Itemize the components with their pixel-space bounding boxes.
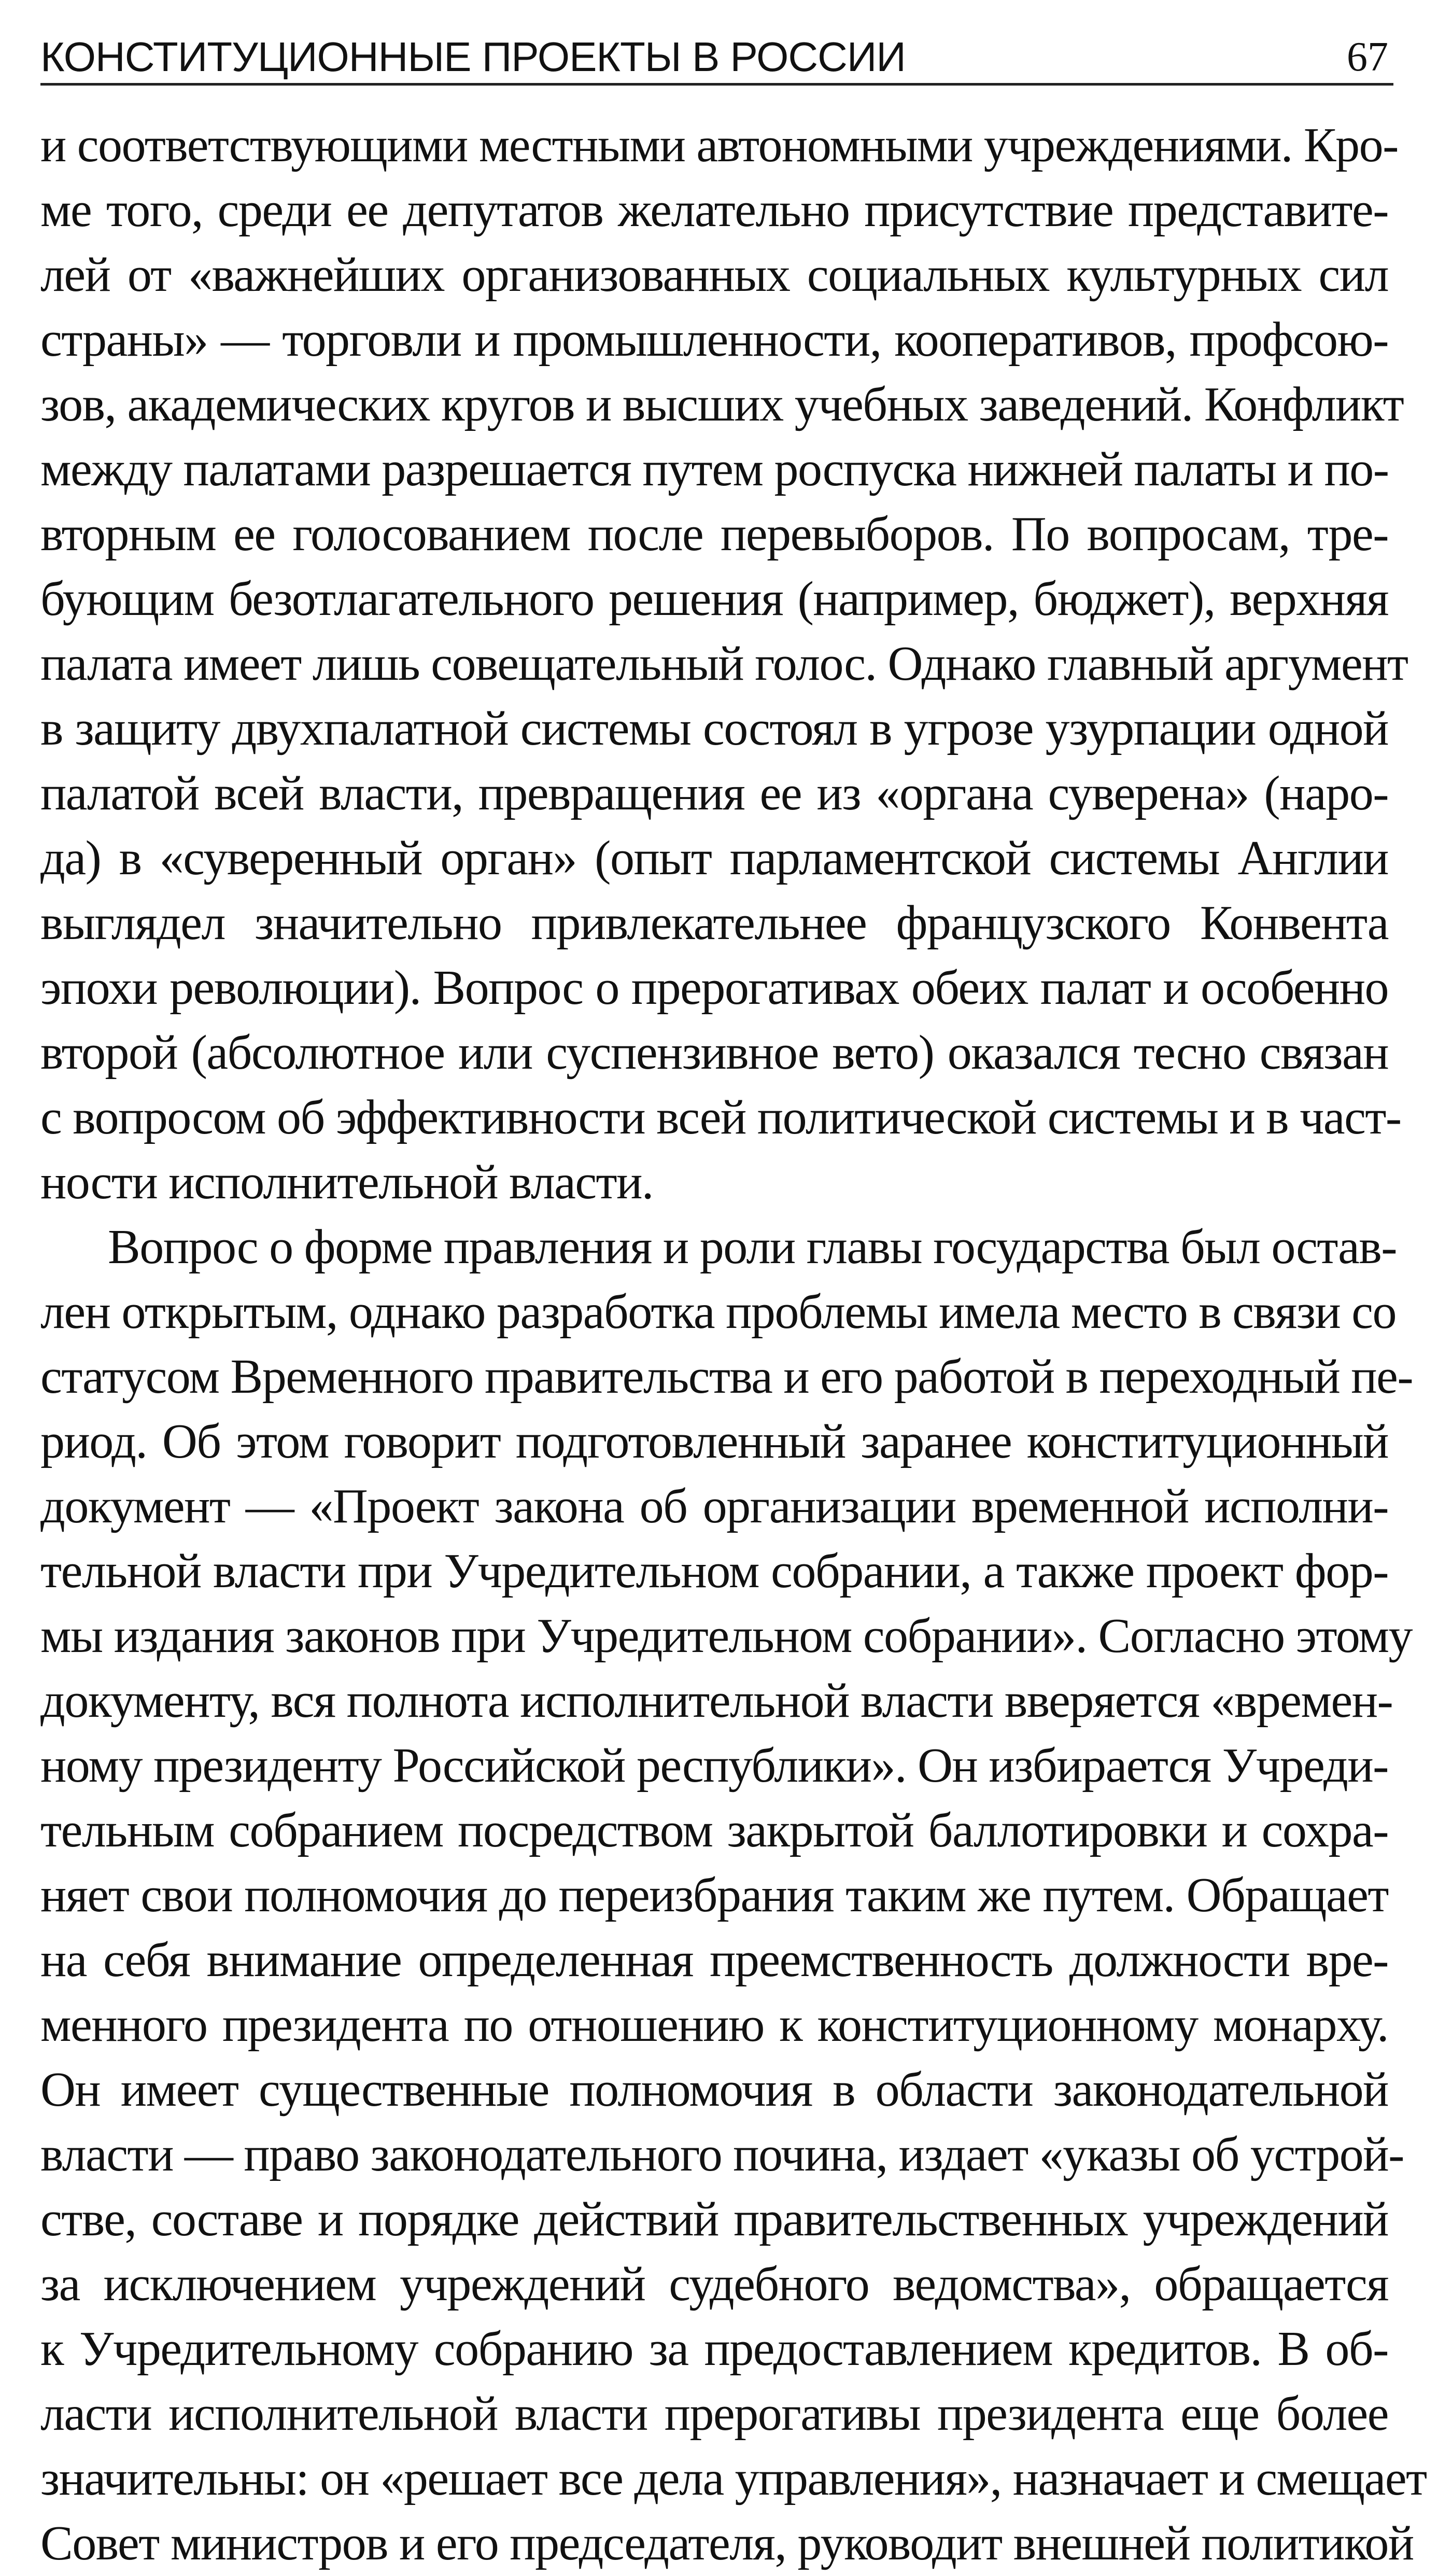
text-line: лей от «важнейших организованных социальных культурных сил <box>40 248 1388 302</box>
text-line: риод. Об этом говорит подготовленный заранее конституционный <box>40 1415 1388 1468</box>
text-line: выглядел значительно привлекательнее французского Конвента <box>40 896 1388 950</box>
text-line: тельной власти при Учредительном собрании, а также проект фор- <box>40 1544 1388 1598</box>
text-line: между палатами разрешается путем роспуска нижней палаты и по- <box>40 442 1389 496</box>
text-line: власти — право законодательного почина, издает «указы об устрой- <box>40 2127 1404 2181</box>
text-line: стве, составе и порядке действий правительственных учреждений <box>40 2192 1388 2246</box>
text-line: и соответствующими местными автономными учреждениями. Кро- <box>40 118 1398 172</box>
text-line: вторным ее голосованием после перевыборов. По вопросам, тре- <box>40 507 1388 561</box>
text-line: с вопросом об эффективности всей политической системы и в част- <box>40 1090 1401 1144</box>
text-line: лен открытым, однако разработка проблемы имела место в связи со <box>40 1285 1397 1339</box>
text-line: палатой всей власти, превращения ее из «органа суверена» (наро- <box>40 766 1388 820</box>
body-text <box>40 113 1427 2576</box>
running-title: КОНСТИТУЦИОННЫЕ ПРОЕКТЫ В РОССИИ <box>40 34 906 80</box>
running-header <box>40 21 1388 78</box>
text-line: тельным собранием посредством закрытой баллотировки и сохра- <box>40 1803 1388 1857</box>
text-line: Он имеет существенные полномочия в области законодательной <box>40 2063 1388 2117</box>
text-line: значительны: он «решает все дела управления», назначает и смещает <box>40 2452 1427 2505</box>
text-line: ме того, среди ее депутатов желательно присутствие представите- <box>40 183 1388 237</box>
text-line: бующим безотлагательного решения (например, бюджет), верхняя <box>40 572 1388 626</box>
page-number: 67 <box>1347 34 1388 80</box>
text-line: да) в «суверенный орган» (опыт парламентской системы Англии <box>40 831 1388 885</box>
text-line: палата имеет лишь совещательный голос. Однако главный аргумент <box>40 637 1408 691</box>
text-line: ласти исполнительной власти прерогативы президента еще более <box>40 2387 1388 2441</box>
text-line: статусом Временного правительства и его работой в переходный пе- <box>40 1350 1413 1404</box>
text-line: мы издания законов при Учредительном собрании». Согласно этому <box>40 1609 1413 1663</box>
text-line: к Учредительному собранию за предоставлением кредитов. В об- <box>40 2322 1388 2376</box>
text-line: страны» — торговли и промышленности, кооперативов, профсою- <box>40 313 1388 367</box>
text-line: в защиту двухпалатной системы состоял в угрозе узурпации одной <box>40 702 1388 755</box>
text-line: эпохи революции). Вопрос о прерогативах обеих палат и особенно <box>40 961 1388 1015</box>
text-line: Совет министров и его председателя, руководит внешней политикой <box>40 2516 1414 2570</box>
text-line: на себя внимание определенная преемственность должности вре- <box>40 1933 1388 1987</box>
text-line: зов, академических кругов и высших учебных заведений. Конфликт <box>40 377 1404 431</box>
text-line: второй (абсолютное или суспензивное вето) оказался тесно связан <box>40 1026 1388 1080</box>
text-line: документу, вся полнота исполнительной власти вверяется «времен- <box>40 1674 1393 1728</box>
text-line: няет свои полномочия до переизбрания таким же путем. Обращает <box>40 1868 1388 1922</box>
paragraph-2 <box>40 1215 1427 2576</box>
text-line: Вопрос о форме правления и роли главы государства был остав- <box>108 1220 1397 1274</box>
text-line: документ — «Проект закона об организации временной исполни- <box>40 1479 1388 1533</box>
header-rule <box>40 83 1393 86</box>
text-line: ности исполнительной власти. <box>40 1155 653 1209</box>
paragraph-1 <box>40 113 1408 1215</box>
text-line: за исключением учреждений судебного ведомства», обращается <box>40 2257 1388 2311</box>
text-line: ному президенту Российской республики». Он избирается Учреди- <box>40 1739 1388 1793</box>
text-line: менного президента по отношению к конституционному монарху. <box>40 1998 1388 2052</box>
